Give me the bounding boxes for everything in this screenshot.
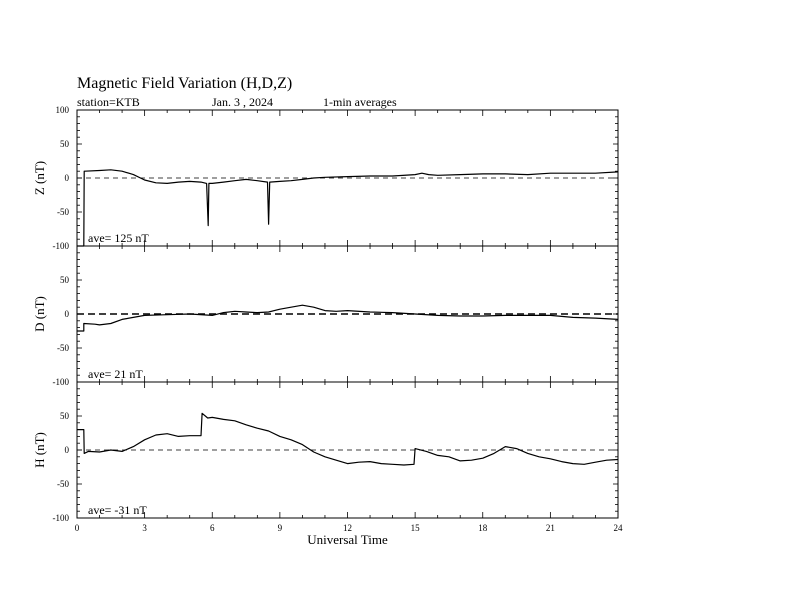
series-line-z bbox=[77, 170, 618, 246]
y-tick-label: 50 bbox=[60, 139, 69, 149]
y-tick-label: 0 bbox=[64, 309, 69, 319]
average-annotation: ave= 21 nT bbox=[88, 367, 143, 381]
y-tick-label: -50 bbox=[57, 343, 69, 353]
x-tick-label: 12 bbox=[343, 523, 352, 533]
panel-d bbox=[32, 246, 618, 387]
y-tick-label: 0 bbox=[64, 173, 69, 183]
average-annotation: ave= 125 nT bbox=[88, 231, 149, 245]
x-tick-label: 6 bbox=[210, 523, 215, 533]
series-line-d bbox=[77, 305, 618, 331]
y-axis-label: D (nT) bbox=[32, 296, 47, 332]
chart-title: Magnetic Field Variation (H,D,Z) bbox=[77, 75, 293, 92]
x-axis-title: Universal Time bbox=[307, 532, 388, 547]
x-tick-label: 9 bbox=[277, 523, 283, 533]
y-tick-label: -100 bbox=[52, 377, 69, 387]
y-tick-label: 100 bbox=[55, 105, 69, 115]
y-tick-label: -50 bbox=[57, 207, 69, 217]
y-tick-label: -100 bbox=[52, 513, 69, 523]
y-tick-label: 50 bbox=[60, 275, 69, 285]
date-label: Jan. 3 , 2024 bbox=[212, 95, 273, 109]
x-tick-label: 3 bbox=[142, 523, 147, 533]
panel-h bbox=[32, 382, 618, 523]
average-annotation: ave= -31 nT bbox=[88, 503, 147, 517]
y-tick-label: -50 bbox=[57, 479, 69, 489]
x-tick-label: 0 bbox=[74, 523, 80, 533]
x-tick-label: 18 bbox=[478, 523, 488, 533]
y-tick-label: 50 bbox=[60, 411, 69, 421]
x-tick-label: 15 bbox=[410, 523, 420, 533]
y-tick-label: -100 bbox=[52, 241, 69, 251]
averaging-label: 1-min averages bbox=[323, 95, 397, 109]
y-axis-label: H (nT) bbox=[32, 432, 47, 468]
y-axis-label: Z (nT) bbox=[32, 160, 47, 196]
station-label: station=KTB bbox=[77, 95, 140, 109]
x-axis bbox=[75, 523, 623, 547]
panel-z bbox=[32, 105, 618, 251]
x-tick-label: 24 bbox=[613, 523, 623, 533]
y-tick-label: 0 bbox=[64, 445, 69, 455]
series-line-h bbox=[77, 413, 618, 465]
x-tick-label: 21 bbox=[545, 523, 555, 533]
